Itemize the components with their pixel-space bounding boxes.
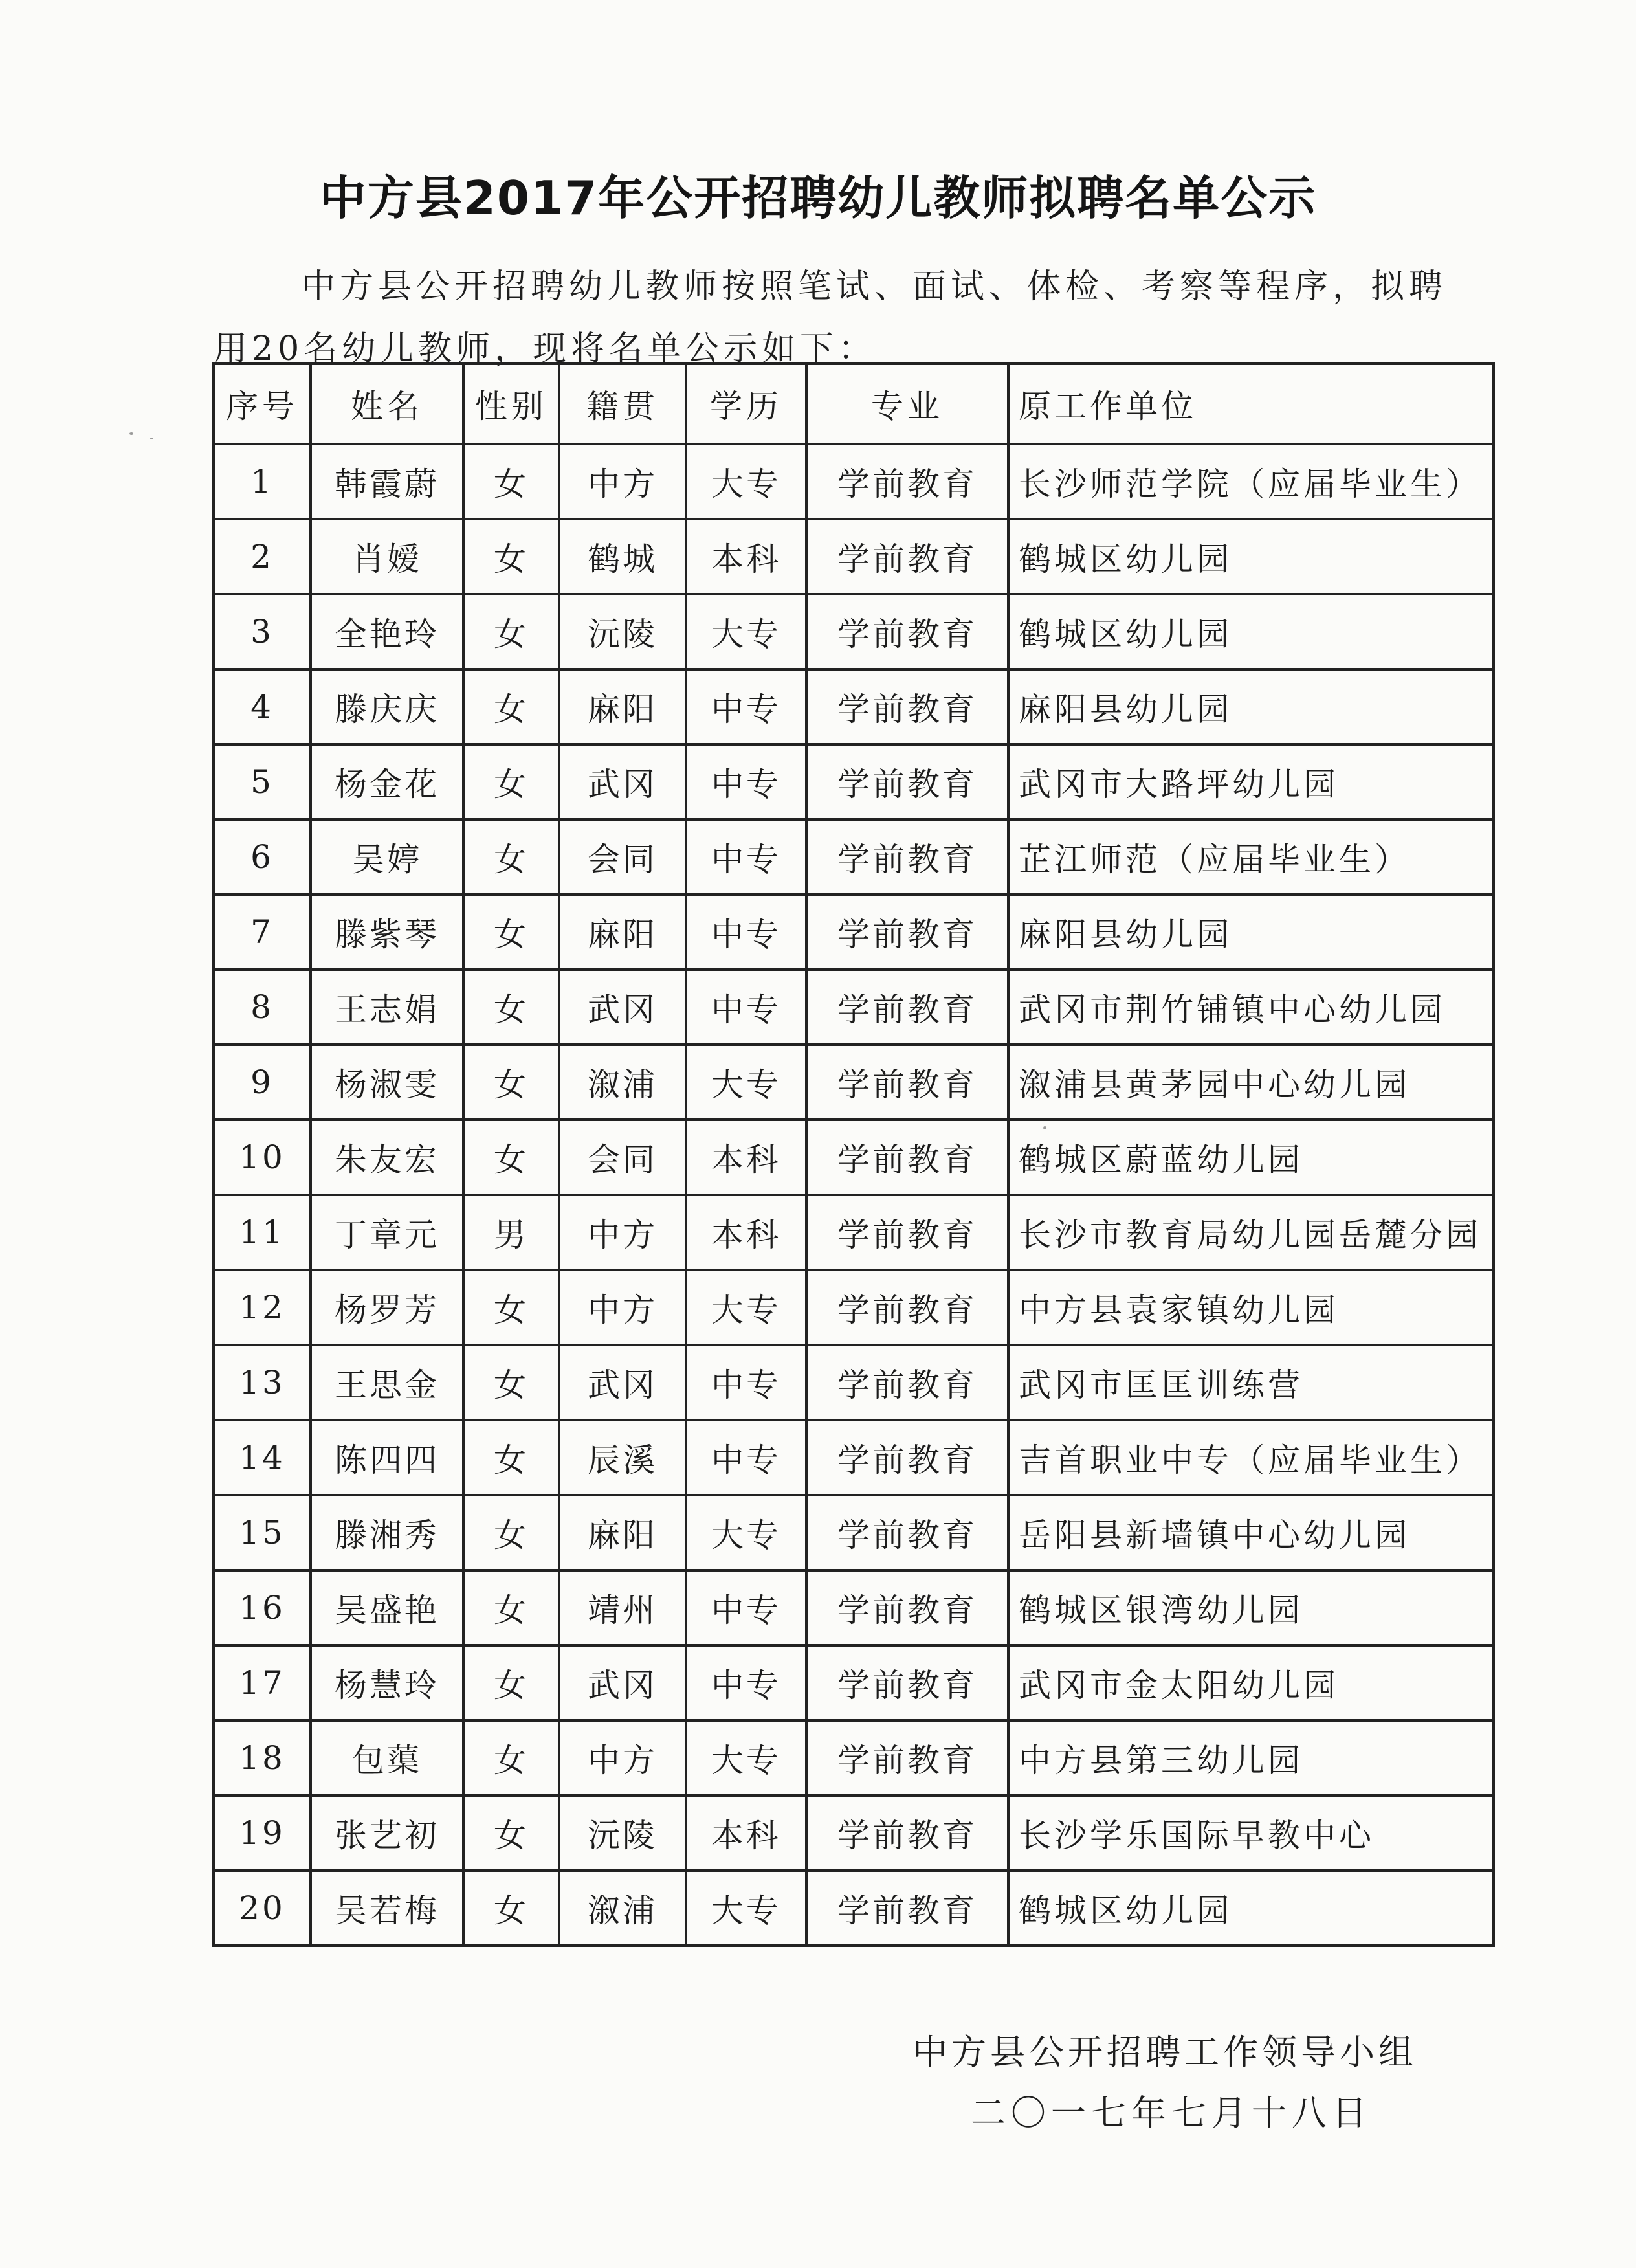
cell-major: 学前教育 [806, 819, 1008, 895]
cell-name: 王思金 [311, 1345, 463, 1420]
scan-speck [150, 438, 153, 439]
cell-native-place: 麻阳 [559, 895, 686, 970]
table-row [214, 1270, 1494, 1345]
cell-native-place: 武冈 [559, 1645, 686, 1720]
cell-previous-employer: 鹤城区蔚蓝幼儿园 [1008, 1120, 1494, 1195]
table-row [214, 1796, 1494, 1871]
cell-education: 中专 [686, 744, 806, 819]
cell-major: 学前教育 [806, 1195, 1008, 1270]
cell-major: 学前教育 [806, 1871, 1008, 1946]
cell-index: 3 [214, 594, 311, 669]
cell-education: 中专 [686, 1645, 806, 1720]
cell-gender: 男 [463, 1195, 559, 1270]
cell-education: 本科 [686, 1120, 806, 1195]
cell-index: 4 [214, 669, 311, 744]
cell-name: 吴婷 [311, 819, 463, 895]
cell-education: 中专 [686, 1420, 806, 1495]
cell-education: 本科 [686, 1195, 806, 1270]
cell-native-place: 中方 [559, 1720, 686, 1796]
cell-name: 杨罗芳 [311, 1270, 463, 1345]
table-row [214, 1495, 1494, 1570]
cell-index: 20 [214, 1871, 311, 1946]
cell-gender: 女 [463, 1720, 559, 1796]
cell-native-place: 麻阳 [559, 669, 686, 744]
cell-index: 2 [214, 519, 311, 594]
cell-gender: 女 [463, 1270, 559, 1345]
cell-education: 中专 [686, 1570, 806, 1645]
cell-gender: 女 [463, 669, 559, 744]
cell-previous-employer: 鹤城区银湾幼儿园 [1008, 1570, 1494, 1645]
cell-native-place: 沅陵 [559, 1796, 686, 1871]
cell-previous-employer: 长沙学乐国际早教中心 [1008, 1796, 1494, 1871]
table-row [214, 1645, 1494, 1720]
cell-major: 学前教育 [806, 970, 1008, 1045]
cell-name: 杨淑雯 [311, 1045, 463, 1120]
table-row [214, 669, 1494, 744]
cell-gender: 女 [463, 1796, 559, 1871]
cell-gender: 女 [463, 1120, 559, 1195]
cell-previous-employer: 鹤城区幼儿园 [1008, 519, 1494, 594]
cell-previous-employer: 长沙市教育局幼儿园岳麓分园 [1008, 1195, 1494, 1270]
cell-previous-employer: 武冈市荆竹铺镇中心幼儿园 [1008, 970, 1494, 1045]
cell-gender: 女 [463, 970, 559, 1045]
cell-name: 张艺初 [311, 1796, 463, 1871]
cell-name: 肖嫒 [311, 519, 463, 594]
cell-index: 6 [214, 819, 311, 895]
cell-gender: 女 [463, 1645, 559, 1720]
table-row [214, 744, 1494, 819]
table-row [214, 594, 1494, 669]
cell-name: 吴若梅 [311, 1871, 463, 1946]
cell-native-place: 靖州 [559, 1570, 686, 1645]
cell-major: 学前教育 [806, 1796, 1008, 1871]
signing-organization: 中方县公开招聘工作领导小组 [912, 2032, 1417, 2073]
cell-major: 学前教育 [806, 1645, 1008, 1720]
table-row [214, 519, 1494, 594]
cell-previous-employer: 武冈市大路坪幼儿园 [1008, 744, 1494, 819]
cell-name: 丁章元 [311, 1195, 463, 1270]
cell-major: 学前教育 [806, 1345, 1008, 1420]
cell-previous-employer: 武冈市金太阳幼儿园 [1008, 1645, 1494, 1720]
cell-index: 11 [214, 1195, 311, 1270]
cell-index: 13 [214, 1345, 311, 1420]
cell-major: 学前教育 [806, 744, 1008, 819]
cell-native-place: 溆浦 [559, 1871, 686, 1946]
cell-major: 学前教育 [806, 1120, 1008, 1195]
cell-name: 杨慧玲 [311, 1645, 463, 1720]
cell-index: 12 [214, 1270, 311, 1345]
cell-major: 学前教育 [806, 669, 1008, 744]
cell-index: 15 [214, 1495, 311, 1570]
table-row [214, 895, 1494, 970]
table-body [214, 444, 1494, 1946]
cell-gender: 女 [463, 1871, 559, 1946]
table-row [214, 819, 1494, 895]
cell-education: 中专 [686, 970, 806, 1045]
header-col-previous-employer: 原工作单位 [1008, 364, 1494, 444]
cell-major: 学前教育 [806, 1570, 1008, 1645]
table-row [214, 444, 1494, 519]
table-row [214, 1195, 1494, 1270]
cell-name: 包蕖 [311, 1720, 463, 1796]
cell-index: 19 [214, 1796, 311, 1871]
cell-education: 中专 [686, 819, 806, 895]
cell-native-place: 沅陵 [559, 594, 686, 669]
scan-speck [1043, 1126, 1046, 1129]
cell-native-place: 武冈 [559, 970, 686, 1045]
cell-previous-employer: 武冈市匡匡训练营 [1008, 1345, 1494, 1420]
cell-native-place: 溆浦 [559, 1045, 686, 1120]
cell-gender: 女 [463, 819, 559, 895]
cell-previous-employer: 中方县第三幼儿园 [1008, 1720, 1494, 1796]
cell-native-place: 武冈 [559, 1345, 686, 1420]
scan-speck [129, 432, 133, 435]
cell-name: 陈四四 [311, 1420, 463, 1495]
cell-index: 16 [214, 1570, 311, 1645]
cell-education: 大专 [686, 1871, 806, 1946]
cell-gender: 女 [463, 444, 559, 519]
header-col-education: 学历 [686, 364, 806, 444]
cell-native-place: 中方 [559, 1195, 686, 1270]
cell-native-place: 武冈 [559, 744, 686, 819]
cell-education: 大专 [686, 1720, 806, 1796]
cell-index: 17 [214, 1645, 311, 1720]
cell-major: 学前教育 [806, 1270, 1008, 1345]
cell-native-place: 中方 [559, 1270, 686, 1345]
header-col-gender: 性别 [463, 364, 559, 444]
cell-education: 本科 [686, 519, 806, 594]
cell-previous-employer: 鹤城区幼儿园 [1008, 594, 1494, 669]
cell-gender: 女 [463, 895, 559, 970]
cell-education: 大专 [686, 1270, 806, 1345]
signing-date: 二〇一七年七月十八日 [971, 2093, 1372, 2133]
cell-education: 大专 [686, 1045, 806, 1120]
table-row [214, 1120, 1494, 1195]
cell-index: 9 [214, 1045, 311, 1120]
cell-gender: 女 [463, 1495, 559, 1570]
cell-index: 8 [214, 970, 311, 1045]
cell-index: 1 [214, 444, 311, 519]
cell-name: 吴盛艳 [311, 1570, 463, 1645]
hire-list-table [212, 362, 1495, 1947]
cell-native-place: 中方 [559, 444, 686, 519]
cell-gender: 女 [463, 744, 559, 819]
cell-major: 学前教育 [806, 1495, 1008, 1570]
cell-major: 学前教育 [806, 594, 1008, 669]
cell-name: 全艳玲 [311, 594, 463, 669]
header-col-major: 专业 [806, 364, 1008, 444]
table-row [214, 1345, 1494, 1420]
cell-name: 滕湘秀 [311, 1495, 463, 1570]
cell-index: 18 [214, 1720, 311, 1796]
cell-education: 大专 [686, 1495, 806, 1570]
cell-education: 中专 [686, 669, 806, 744]
cell-name: 王志娟 [311, 970, 463, 1045]
cell-education: 中专 [686, 1345, 806, 1420]
cell-gender: 女 [463, 1345, 559, 1420]
cell-gender: 女 [463, 1045, 559, 1120]
header-col-name: 姓名 [311, 364, 463, 444]
cell-native-place: 会同 [559, 819, 686, 895]
cell-gender: 女 [463, 1420, 559, 1495]
table-row [214, 1420, 1494, 1495]
cell-name: 滕紫琴 [311, 895, 463, 970]
table-row [214, 1720, 1494, 1796]
cell-index: 10 [214, 1120, 311, 1195]
cell-native-place: 麻阳 [559, 1495, 686, 1570]
cell-major: 学前教育 [806, 895, 1008, 970]
cell-major: 学前教育 [806, 1720, 1008, 1796]
cell-previous-employer: 麻阳县幼儿园 [1008, 895, 1494, 970]
cell-native-place: 鹤城 [559, 519, 686, 594]
cell-previous-employer: 芷江师范（应届毕业生） [1008, 819, 1494, 895]
cell-gender: 女 [463, 519, 559, 594]
header-col-index: 序号 [214, 364, 311, 444]
cell-education: 大专 [686, 594, 806, 669]
cell-gender: 女 [463, 1570, 559, 1645]
cell-index: 5 [214, 744, 311, 819]
cell-major: 学前教育 [806, 1045, 1008, 1120]
cell-previous-employer: 溆浦县黄茅园中心幼儿园 [1008, 1045, 1494, 1120]
cell-name: 韩霞蔚 [311, 444, 463, 519]
cell-education: 本科 [686, 1796, 806, 1871]
document-title: 中方县2017年公开招聘幼儿教师拟聘名单公示 [319, 171, 1317, 225]
cell-native-place: 会同 [559, 1120, 686, 1195]
table-header-row [214, 364, 1494, 444]
cell-major: 学前教育 [806, 1420, 1008, 1495]
cell-name: 朱友宏 [311, 1120, 463, 1195]
cell-previous-employer: 长沙师范学院（应届毕业生） [1008, 444, 1494, 519]
table-row [214, 1570, 1494, 1645]
table-row [214, 970, 1494, 1045]
cell-major: 学前教育 [806, 444, 1008, 519]
cell-previous-employer: 鹤城区幼儿园 [1008, 1871, 1494, 1946]
cell-education: 中专 [686, 895, 806, 970]
cell-education: 大专 [686, 444, 806, 519]
cell-major: 学前教育 [806, 519, 1008, 594]
table-row [214, 1045, 1494, 1120]
cell-previous-employer: 吉首职业中专（应届毕业生） [1008, 1420, 1494, 1495]
cell-previous-employer: 岳阳县新墙镇中心幼儿园 [1008, 1495, 1494, 1570]
header-col-native-place: 籍贯 [559, 364, 686, 444]
cell-name: 杨金花 [311, 744, 463, 819]
cell-index: 7 [214, 895, 311, 970]
intro-paragraph: 中方县公开招聘幼儿教师按照笔试、面试、体检、考察等程序，拟聘用20名幼儿教师，现将名单公示如下： [214, 267, 1448, 368]
cell-previous-employer: 中方县袁家镇幼儿园 [1008, 1270, 1494, 1345]
cell-gender: 女 [463, 594, 559, 669]
cell-previous-employer: 麻阳县幼儿园 [1008, 669, 1494, 744]
cell-name: 滕庆庆 [311, 669, 463, 744]
cell-native-place: 辰溪 [559, 1420, 686, 1495]
cell-index: 14 [214, 1420, 311, 1495]
table-row [214, 1871, 1494, 1946]
